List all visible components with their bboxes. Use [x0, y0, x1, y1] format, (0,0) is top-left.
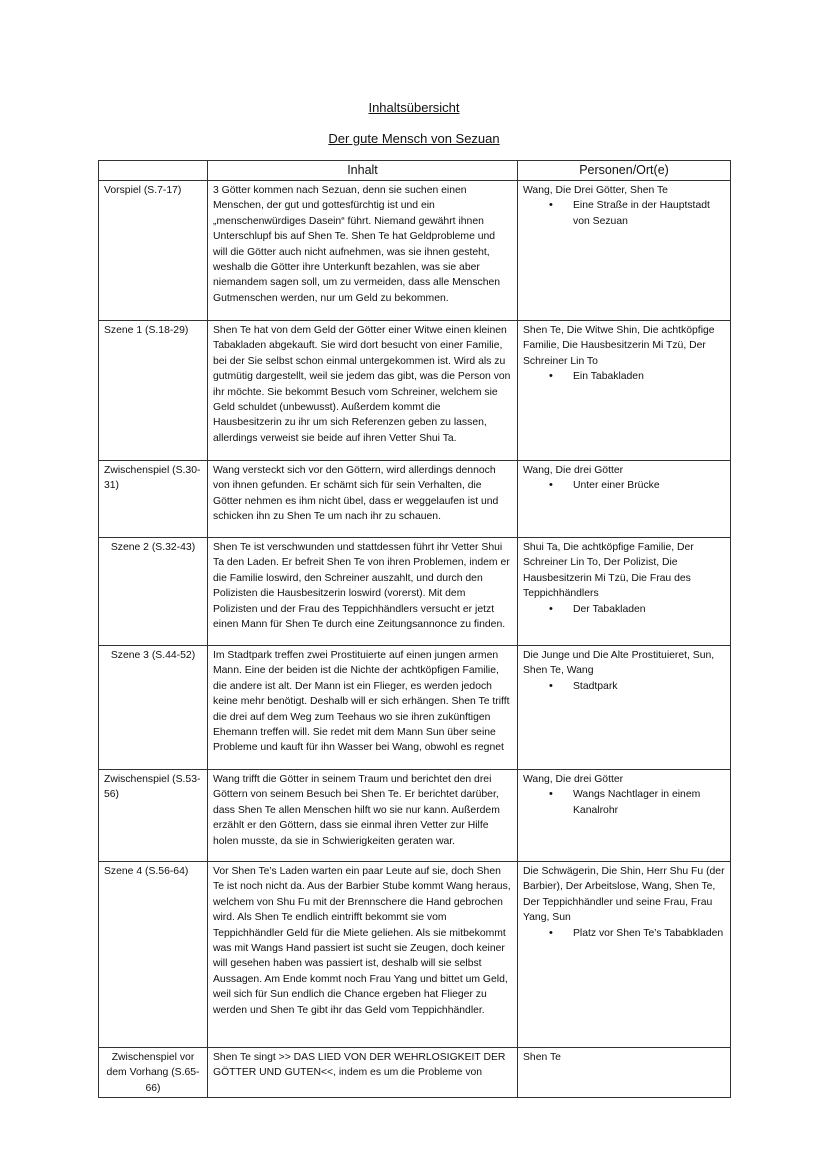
row-content: Shen Te ist verschwunden und stattdessen führt ihr Vetter Shui Ta den Laden. Er befreit Shen Te von ihren Problemen, indem er die Familie loswird, den Schreiner auszahlt, und durch den Polizisten die Hausbesitzerin loswird (vorerst). Mit dem Polizisten und der Frau des Teppichhändlers versucht er jetzt einen Mann für Shen Te durch eine Zeitungsannonce zu finden.: [208, 538, 518, 646]
header-content: Inhalt: [208, 161, 518, 181]
location-item: • Der Tabakladen: [573, 602, 725, 617]
location-item: • Ein Tabakladen: [573, 369, 725, 384]
document-subtitle: Der gute Mensch von Sezuan: [328, 131, 500, 146]
row-content: Im Stadtpark treffen zwei Prostituierte auf einen jungen armen Mann. Eine der beiden ist die Nichte der achtköpfigen Familie, die andere ist alt. Der Mann ist ein Flieger, es werden jedoch keine mehr benötigt. Deshalb will er sich erhängen. Shen Te trifft die drei auf dem Weg zum Teehaus wo sie ihren zukünftigen Ehemann treffen will. Sie redet mit dem Mann Sun über seine Probleme und kauft für ihn Wasser bei Wang, obwohl es regnet: [208, 646, 518, 770]
table-row: [99, 461, 731, 538]
row-section: Szene 1 (S.18-29): [99, 321, 208, 461]
row-people: Die Junge und Die Alte Prostituieret, Sun, Shen Te, Wang: [523, 650, 715, 677]
row-content: 3 Götter kommen nach Sezuan, denn sie suchen einen Menschen, der gut und gottesfürchtig ist und ein „menschenwürdiges Dasein“ führt. Niemand gewährt ihnen Unterschlupf bis auf Shen Te. Shen Te hat Geldprobleme und will die Götter auch nicht aufnehmen, was sie ihnen gesteht, weshalb die Götter ihre Unterkunft bezahlen, was sie aber niemandem sagen soll, um zu vermeiden, dass alle Menschen Gutmenschen werden, nur um Geld zu bekommen.: [208, 181, 518, 321]
row-content: Wang versteckt sich vor den Göttern, wird allerdings dennoch von ihnen gefunden. Er schämt sich für sein Verhalten, die Götter nehmen es ihm nicht übel, dass er weggelaufen ist und schicken ihn zu Shen Te um nach ihr zu schauen.: [208, 461, 518, 538]
location-list: [523, 926, 725, 941]
row-people-cell: [518, 321, 731, 461]
row-people: Die Schwägerin, Die Shin, Herr Shu Fu (der Barbier), Der Arbeitslose, Wang, Shen Te, Der Teppichhändler und seine Frau, Frau Yang, Sun: [523, 866, 725, 924]
location-item: • Stadtpark: [573, 679, 725, 694]
location-item: • Platz vor Shen Te’s Tababkladen: [573, 926, 725, 941]
table-row: [99, 646, 731, 770]
document-title: Inhaltsübersicht: [368, 100, 460, 115]
location-list: [523, 478, 725, 493]
row-section: Szene 2 (S.32-43): [99, 538, 208, 646]
row-section: Szene 4 (S.56-64): [99, 862, 208, 1048]
table-row: [99, 321, 731, 461]
row-content: Wang trifft die Götter in seinem Traum und berichtet den drei Göttern von seinem Besuch bei Shen Te. Er berichtet darüber, dass Shen Te allen Menschen hilft wo sie nur kann. Außerdem erzählt er den Göttern, dass sie einmal ihren Vetter zur Hilfe holen musste, da sie in Schwierigkeiten geraten war.: [208, 770, 518, 862]
row-section: Zwischenspiel (S.53-56): [99, 770, 208, 862]
row-people: Wang, Die drei Götter: [523, 465, 624, 476]
location-list: [523, 602, 725, 617]
location-list: [523, 679, 725, 694]
row-people-cell: [518, 538, 731, 646]
table-header-row: [99, 161, 731, 181]
row-people-cell: [518, 862, 731, 1048]
row-people: Wang, Die Drei Götter, Shen Te: [523, 185, 668, 196]
row-section: Szene 3 (S.44-52): [99, 646, 208, 770]
table-row: [99, 862, 731, 1048]
header-people: Personen/Ort(e): [518, 161, 731, 181]
table-row: [99, 181, 731, 321]
row-people-cell: [518, 1048, 731, 1098]
row-content: Shen Te hat von dem Geld der Götter einer Witwe einen kleinen Tabakladen abgekauft. Sie wird dort besucht von einer Familie, bei der Sie selbst schon einmal untergekommen ist. Wird als zu gutmütig dargestellt, weil sie jedem das gibt, was die Person von ihr möchte. Sie bekommt Besuch vom Schreiner, welchem sie Geld schuldet (unbewusst). Außerdem kommt die Hausbesitzerin zu ihr um sich Referenzen geben zu lassen, allerdings verweist sie beide auf ihren Vetter Shui Ta.: [208, 321, 518, 461]
location-item: • Wangs Nachtlager in einem Kanalrohr: [573, 787, 725, 818]
location-item: • Eine Straße in der Hauptstadt von Sezuan: [573, 198, 725, 229]
header-section: [99, 161, 208, 181]
row-people: Shen Te: [523, 1052, 561, 1063]
row-people-cell: [518, 770, 731, 862]
location-list: [523, 369, 725, 384]
row-people-cell: [518, 646, 731, 770]
row-people: Wang, Die drei Götter: [523, 774, 624, 785]
row-people: Shui Ta, Die achtköpfige Familie, Der Schreiner Lin To, Der Polizist, Die Hausbesitzerin Mi Tzü, Die Frau des Teppichhändlers: [523, 542, 694, 600]
table-row: [99, 538, 731, 646]
location-list: [523, 198, 725, 229]
row-section: Zwischenspiel (S.30-31): [99, 461, 208, 538]
location-item: • Unter einer Brücke: [573, 478, 725, 493]
row-people-cell: [518, 181, 731, 321]
row-content: Vor Shen Te’s Laden warten ein paar Leute auf sie, doch Shen Te ist noch nicht da. Aus der Barbier Stube kommt Wang heraus, welchem von Shu Fu mit der Brennschere die Hand gebrochen wird. Als Shen Te endlich eintrifft bekommt sie vom Teppichhändler Geld für die Miete geliehen. Als sie mitbekommt was mit Wangs Hand passiert ist sucht sie Zeugen, doch keiner will gesehen haben was passiert ist, deshalb will sie selbst Aussagen. Am Ende kommt noch Frau Yang und bittet um Geld, weil sich für Sun endlich die Chance ergeben hat Flieger zu werden und Shen Te gibt ihr das Geld vom Teppichhändler.: [208, 862, 518, 1048]
row-section: Zwischenspiel vor dem Vorhang (S.65-66): [99, 1048, 208, 1098]
location-list: [523, 787, 725, 818]
summary-table: [98, 160, 731, 1098]
row-content: Shen Te singt >> DAS LIED VON DER WEHRLOSIGKEIT DER GÖTTER UND GUTEN<<, indem es um die Probleme von: [208, 1048, 518, 1098]
table-row: [99, 1048, 731, 1098]
row-section: Vorspiel (S.7-17): [99, 181, 208, 321]
row-people-cell: [518, 461, 731, 538]
table-row: [99, 770, 731, 862]
row-people: Shen Te, Die Witwe Shin, Die achtköpfige Familie, Die Hausbesitzerin Mi Tzü, Der Schreiner Lin To: [523, 325, 715, 367]
